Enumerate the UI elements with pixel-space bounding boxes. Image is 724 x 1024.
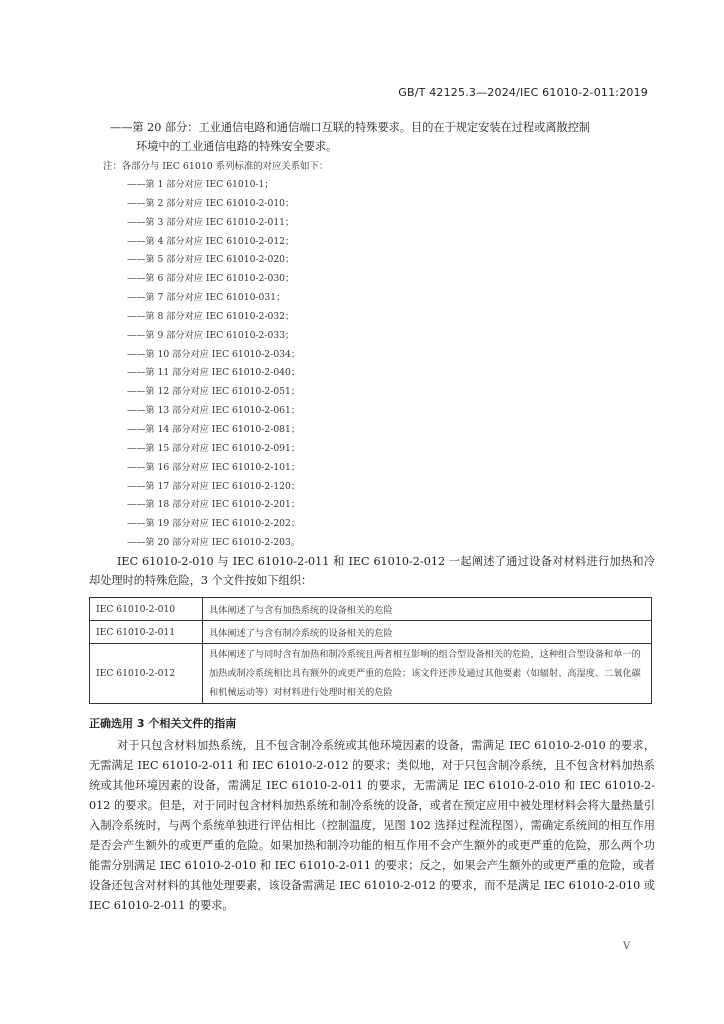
- part-20-description: [110, 118, 655, 156]
- list-item: ——第 13 部分对应 IEC 61010-2-061；: [127, 405, 301, 417]
- table-cell-code: IEC 61010-2-011: [90, 621, 203, 644]
- note-intro: 注：各部分与 IEC 61010 系列标准的对应关系如下：: [103, 161, 329, 172]
- list-item: ——第 19 部分对应 IEC 61010-2-202；: [127, 518, 301, 530]
- table-cell-description: 具体阐述了与含有加热系统的设备相关的危险: [203, 598, 652, 621]
- table-cell-code: IEC 61010-2-010: [90, 598, 203, 621]
- part-20-line-1: ——第 20 部分：工业通信电路和通信端口互联的特殊要求。目的在于规定安装在过程或离散控制: [110, 121, 591, 134]
- list-item: ——第 3 部分对应 IEC 61010-2-011；: [127, 216, 295, 228]
- standard-header: GB/T 42125.3—2024/IEC 61010-2-011:2019: [398, 86, 648, 99]
- table-cell-description: 具体阐述了与含有制冷系统的设备相关的危险: [203, 621, 652, 644]
- list-item: ——第 11 部分对应 IEC 61010-2-040；: [127, 367, 301, 379]
- list-item: ——第 17 部分对应 IEC 61010-2-120；: [127, 480, 301, 492]
- list-item: ——第 2 部分对应 IEC 61010-2-010；: [127, 197, 295, 209]
- list-item: ——第 5 部分对应 IEC 61010-2-020；: [127, 254, 295, 266]
- list-item: ——第 20 部分对应 IEC 61010-2-203。: [127, 537, 301, 549]
- page-number: V: [623, 941, 631, 952]
- table-row: [90, 644, 652, 704]
- list-item: ——第 12 部分对应 IEC 61010-2-051；: [127, 386, 301, 398]
- list-item: ——第 8 部分对应 IEC 61010-2-032；: [127, 310, 295, 322]
- table-row: [90, 621, 652, 644]
- list-item: ——第 18 部分对应 IEC 61010-2-201；: [127, 499, 301, 511]
- list-item: ——第 16 部分对应 IEC 61010-2-101；: [127, 461, 301, 473]
- table-row: [90, 598, 652, 621]
- list-item: ——第 14 部分对应 IEC 61010-2-081；: [127, 423, 301, 435]
- list-item: ——第 4 部分对应 IEC 61010-2-012；: [127, 235, 295, 247]
- list-item: ——第 9 部分对应 IEC 61010-2-033；: [127, 329, 295, 341]
- list-item: ——第 15 部分对应 IEC 61010-2-091；: [127, 442, 301, 454]
- guide-paragraph: 对于只包含材料加热系统，且不包含制冷系统或其他环境因素的设备，需满足 IEC 61010-2-010 的要求，无需满足 IEC 61010-2-011 和 IEC 61010-2-012 的要求；类似地，对于只包含制冷系统，且不包含材料加热系统或其他环境因素的设备，需满足 IEC 61010-2-011 的要求，无需满足 IEC 61010-2-010 和 IEC 61010-2-012 的要求。但是，对于同时包含材料加热系统和制冷系统的设备，或者在预定应用中被处理材料会将大量热量引入制冷系统时，与两个系统单独进行评估相比（控制温度，见图 102 选择过程流程图），需确定系统间的相互作用是否会产生额外的或更严重的危险。如果加热和制冷功能的相互作用不会产生额外的或更严重的危险，那么两个功能需分别满足 IEC 61010-2-010 和 IEC 61010-2-011 的要求；反之，如果会产生额外的或更严重的危险，或者设备还包含对材料的其他处理要素，该设备需满足 IEC 61010-2-012 的要求，而不是满足 IEC 61010-2-010 或 IEC 61010-2-011 的要求。: [89, 739, 655, 912]
- table-cell-code: IEC 61010-2-012: [90, 644, 203, 704]
- list-item: ——第 10 部分对应 IEC 61010-2-034；: [127, 348, 301, 360]
- document-organization-table: [89, 597, 652, 704]
- table-cell-description: 具体阐述了与同时含有加热和制冷系统且两者相互影响的组合型设备相关的危险，这种组合型设备和单一的加热或制冷系统相比具有额外的或更严重的危险；该文件还涉及通过其他要素（如辐射、高湿度、二氧化碳和机械运动等）对材料进行处理时相关的危险: [203, 644, 652, 704]
- list-item: ——第 7 部分对应 IEC 61010-031；: [127, 292, 286, 304]
- part-20-line-2: 环境中的工业通信电路的特殊安全要求。: [136, 140, 338, 153]
- intro-paragraph: IEC 61010-2-010 与 IEC 61010-2-011 和 IEC 61010-2-012 一起阐述了通过设备对材料进行加热和冷却处理时的特殊危险，3 个文件按如下组织：: [89, 555, 655, 587]
- parts-correspondence-list: [127, 176, 300, 553]
- section-heading: 正确选用 3 个相关文件的指南: [89, 717, 237, 730]
- list-item: ——第 1 部分对应 IEC 61010-1；: [127, 179, 274, 190]
- list-item: ——第 6 部分对应 IEC 61010-2-030；: [127, 273, 295, 285]
